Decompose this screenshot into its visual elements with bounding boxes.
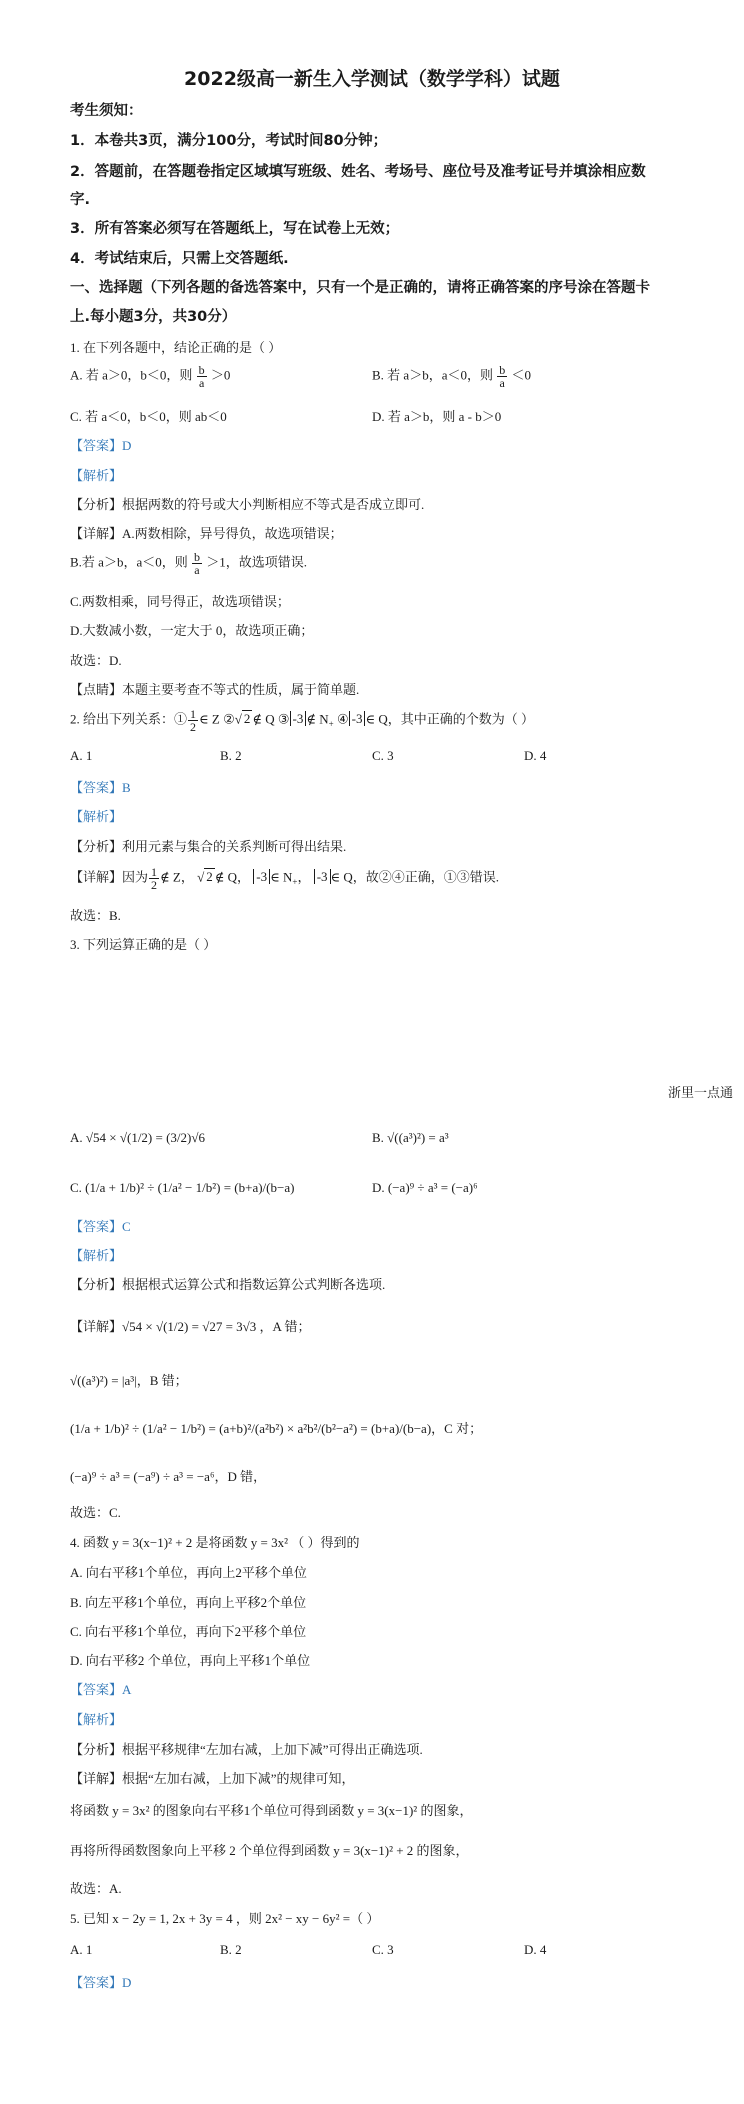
q3-option-a: A. √54 × √(1/2) = (3/2)√6	[70, 1130, 205, 1145]
q3-fenxi: 【分析】根据根式运算公式和指数运算公式判断各选项.	[70, 1277, 386, 1292]
q5-option-c: C. 3	[372, 1942, 394, 1957]
notice-item-2: 2．答题前，在答题卷指定区域填写班级、姓名、考场号、座位号及准考证号并填涂相应数	[70, 164, 646, 180]
q2-stem: 2. 给出下列关系：① $\frac{1}{2}$ ∈ Z ②√ 2 ∉ Q ③ -3 ∉ $N_+$ ④ -3 ∈ Q，其中正确的个数为（ ）	[70, 707, 534, 734]
q1-analysis-label: 【解析】	[70, 468, 123, 483]
q3-analysis-label: 【解析】	[70, 1248, 123, 1263]
q4-option-a: A. 向右平移1个单位，再向上2平移个单位	[70, 1565, 307, 1580]
q3-xiangjie-a: 【详解】√54 × √(1/2) = √27 = 3√3 ，A 错；	[70, 1319, 311, 1334]
q2-analysis-label: 【解析】	[70, 809, 123, 824]
q2-option-c: C. 3	[372, 748, 394, 763]
notice-item-1: 1．本卷共3页，满分100分，考试时间80分钟；	[70, 133, 388, 149]
q4-stem: 4. 函数 y = 3(x−1)² + 2 是将函数 y = 3x² （ ）得到的	[70, 1535, 360, 1550]
q4-line-1: 将函数 y = 3x² 的图象向右平移1个单位可得到函数 y = 3(x−1)² 的图象，	[70, 1803, 473, 1818]
q1-option-a: A. 若 a＞0，b＜0，则 $\frac{b}{a}$ ＞0	[70, 363, 231, 390]
q3-option-b: B. √((a³)²) = a³	[372, 1130, 449, 1145]
q1-option-c: C. 若 a＜0，b＜0，则 ab＜0	[70, 409, 227, 424]
q1-fenxi: 【分析】根据两数的符号或大小判断相应不等式是否成立即可.	[70, 497, 425, 512]
q1-option-d: D. 若 a＞b，则 a - b＞0	[372, 409, 502, 424]
q5-answer: 【答案】D	[70, 1975, 132, 1990]
notice-heading: 考生须知：	[70, 103, 143, 119]
q1-stem: 1. 在下列各题中，结论正确的是（ ）	[70, 340, 282, 355]
q3-conclusion: 故选：C.	[70, 1505, 121, 1520]
q3-xiangjie-b: √((a³)²) = |a³|，B 错；	[70, 1373, 188, 1388]
q4-analysis-label: 【解析】	[70, 1712, 123, 1727]
q1-option-b: B. 若 a＞b，a＜0，则 $\frac{b}{a}$ ＜0	[372, 363, 531, 390]
q2-option-d: D. 4	[524, 748, 547, 763]
q4-option-c: C. 向右平移1个单位，再向下2平移个单位	[70, 1624, 307, 1639]
q2-option-a: A. 1	[70, 748, 93, 763]
q3-stem: 3. 下列运算正确的是（ ）	[70, 937, 217, 952]
q1-xiangjie: 【详解】A.两数相除，异号得负，故选项错误；	[70, 526, 343, 541]
q3-option-c: C. (1/a + 1/b)² ÷ (1/a² − 1/b²) = (b+a)/(b−a)	[70, 1180, 295, 1195]
q1-line-b: B.若 a＞b，a＜0，则 $\frac{b}{a}$ ＞1，故选项错误.	[70, 550, 307, 577]
notice-item-2-cont: 字.	[70, 192, 91, 208]
q3-xiangjie-d: (−a)⁹ ÷ a³ = (−a⁹) ÷ a³ = −a⁶，D 错，	[70, 1469, 267, 1484]
q3-option-d: D. (−a)⁹ ÷ a³ = (−a)⁶	[372, 1180, 478, 1195]
q4-xiangjie: 【详解】根据“左加右减，上加下减”的规律可知，	[70, 1771, 355, 1786]
q4-option-b: B. 向左平移1个单位，再向上平移2个单位	[70, 1595, 307, 1610]
notice-item-3: 3．所有答案必须写在答题纸上，写在试卷上无效；	[70, 221, 400, 237]
page-title: 2022级高一新生入学测试（数学学科）试题	[184, 68, 560, 90]
q4-conclusion: 故选：A.	[70, 1881, 122, 1896]
q5-option-d: D. 4	[524, 1942, 547, 1957]
q2-answer: 【答案】B	[70, 780, 131, 795]
q1-dianjing: 【点睛】本题主要考查不等式的性质，属于简单题.	[70, 682, 360, 697]
q2-xiangjie: 【详解】因为 $\frac{1}{2}$ ∉ Z， √ 2 ∉ Q， -3 ∈ $N_+$， -3 ∈ Q，故②④正确，①③错误.	[70, 865, 500, 892]
q1-line-c: C.两数相乘，同号得正，故选项错误；	[70, 594, 290, 609]
q1-answer: 【答案】D	[70, 438, 132, 453]
section-heading-line2: 上.每小题3分，共30分）	[70, 309, 237, 325]
notice-item-4: 4．考试结束后，只需上交答题纸.	[70, 251, 289, 267]
q4-option-d: D. 向右平移2 个单位，再向上平移1个单位	[70, 1653, 311, 1668]
q3-answer: 【答案】C	[70, 1219, 131, 1234]
q1-line-d: D.大数减小数，一定大于 0，故选项正确；	[70, 623, 314, 638]
q5-option-a: A. 1	[70, 1942, 93, 1957]
q2-option-b: B. 2	[220, 748, 242, 763]
q4-fenxi: 【分析】根据平移规律“左加右减，上加下减”可得出正确选项.	[70, 1742, 423, 1757]
q5-option-b: B. 2	[220, 1942, 242, 1957]
q3-xiangjie-c: (1/a + 1/b)² ÷ (1/a² − 1/b²) = (a+b)²/(a²b²) × a²b²/(b²−a²) = (b+a)/(b−a)，C 对；	[70, 1421, 483, 1436]
q2-fenxi: 【分析】利用元素与集合的关系判断可得出结果.	[70, 839, 347, 854]
q2-conclusion: 故选：B.	[70, 908, 121, 923]
watermark-text: 浙里一点通	[667, 1085, 733, 1100]
q5-stem: 5. 已知 x − 2y = 1, 2x + 3y = 4 ，则 2x² − xy − 6y² =（ ）	[70, 1911, 380, 1926]
q4-line-2: 再将所得函数图象向上平移 2 个单位得到函数 y = 3(x−1)² + 2 的图象，	[70, 1843, 469, 1858]
section-heading-line1: 一、选择题（下列各题的备选答案中，只有一个是正确的，请将正确答案的序号涂在答题卡	[70, 280, 650, 296]
q1-conclusion: 故选：D.	[70, 653, 122, 668]
q4-answer: 【答案】A	[70, 1682, 132, 1697]
